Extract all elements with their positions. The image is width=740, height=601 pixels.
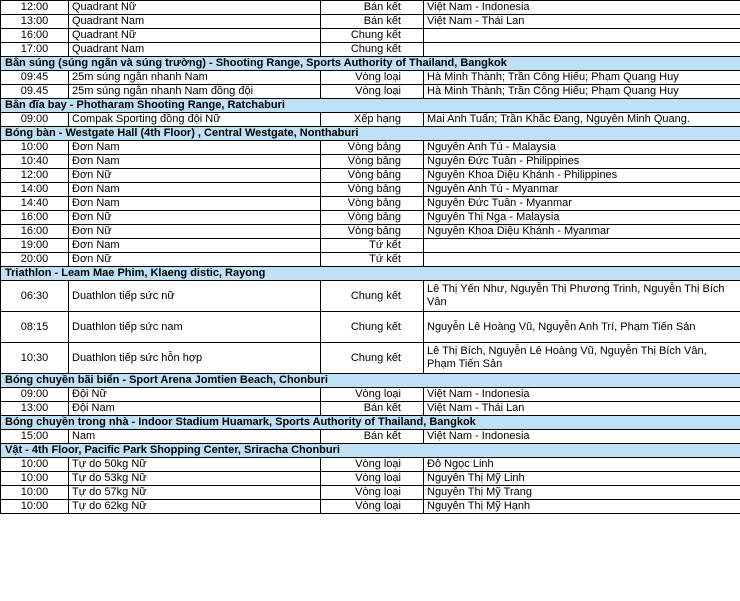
round-cell: Vòng bảng (321, 141, 424, 155)
event-cell: Quadrant Nam (69, 15, 321, 29)
time-cell: 06:30 (1, 281, 69, 312)
venue-title: Bóng chuyền bãi biển - Sport Arena Jomtien Beach, Chonburi (1, 374, 740, 388)
athletes-cell (424, 43, 740, 57)
event-cell: Tự do 50kg Nữ (69, 458, 321, 472)
event-cell: Duathlon tiếp sức nữ (69, 281, 321, 312)
athletes-cell: Lê Thị Bích, Nguyễn Lê Hoàng Vũ, Nguyễn Thị Bích Vân, Phạm Tiến Sản (424, 343, 740, 374)
venue-header-row (1, 57, 740, 71)
schedule-row (1, 472, 740, 486)
event-cell: Đội Nữ (69, 388, 321, 402)
athletes-cell: Nguyễn Đức Tuân - Philippines (424, 155, 740, 169)
time-cell: 12:00 (1, 169, 69, 183)
venue-title: Bóng chuyền trong nhà - Indoor Stadium Huamark, Sports Authority of Thailand, Bangkok (1, 416, 740, 430)
time-cell: 12:00 (1, 1, 69, 15)
time-cell: 09:45 (1, 71, 69, 85)
round-cell: Vòng loại (321, 388, 424, 402)
schedule-row (1, 388, 740, 402)
round-cell: Bán kết (321, 430, 424, 444)
time-cell: 09.45 (1, 85, 69, 99)
venue-title: Triathlon - Leam Mae Phim, Klaeng distic, Rayong (1, 267, 740, 281)
athletes-cell: Hà Minh Thành; Trần Công Hiếu; Phạm Quang Huy (424, 85, 740, 99)
time-cell: 10:00 (1, 458, 69, 472)
athletes-cell: Việt Nam - Indonesia (424, 1, 740, 15)
schedule-row (1, 141, 740, 155)
time-cell: 10:00 (1, 472, 69, 486)
time-cell: 10:00 (1, 500, 69, 514)
time-cell: 10:40 (1, 155, 69, 169)
schedule-row (1, 43, 740, 57)
round-cell: Tứ kết (321, 253, 424, 267)
athletes-cell: Nguyễn Anh Tú - Malaysia (424, 141, 740, 155)
event-cell: Đơn Nam (69, 183, 321, 197)
round-cell: Vòng loại (321, 486, 424, 500)
time-cell: 19:00 (1, 239, 69, 253)
time-cell: 09:00 (1, 113, 69, 127)
time-cell: 14:00 (1, 183, 69, 197)
round-cell: Vòng loại (321, 71, 424, 85)
athletes-cell: Nguyễn Khoa Diệu Khánh - Myanmar (424, 225, 740, 239)
schedule-row (1, 458, 740, 472)
time-cell: 09:00 (1, 388, 69, 402)
round-cell: Chung kết (321, 43, 424, 57)
venue-title: Vật - 4th Floor, Pacific Park Shopping Center, Sriracha Chonburi (1, 444, 740, 458)
round-cell: Vòng loại (321, 458, 424, 472)
schedule-row (1, 197, 740, 211)
schedule-row (1, 211, 740, 225)
venue-header-row (1, 267, 740, 281)
venue-title: Bắn súng (súng ngắn và súng trường) - Shooting Range, Sports Authority of Thailand, Bangkok (1, 57, 740, 71)
schedule-row (1, 486, 740, 500)
athletes-cell: Hà Minh Thành; Trần Công Hiếu; Phạm Quang Huy (424, 71, 740, 85)
round-cell: Vòng loại (321, 472, 424, 486)
athletes-cell: Nguyễn Đức Tuân - Myanmar (424, 197, 740, 211)
athletes-cell: Việt Nam - Thái Lan (424, 402, 740, 416)
athletes-cell: Nguyễn Khoa Diệu Khánh - Philippines (424, 169, 740, 183)
venue-header-row (1, 99, 740, 113)
schedule-row (1, 1, 740, 15)
athletes-cell (424, 29, 740, 43)
athletes-cell: Nguyễn Lê Hoàng Vũ, Nguyễn Anh Trí, Phạm Tiến Sản (424, 312, 740, 343)
round-cell: Vòng loại (321, 500, 424, 514)
time-cell: 15:00 (1, 430, 69, 444)
athletes-cell: Nguyễn Thị Mỹ Linh (424, 472, 740, 486)
event-cell: Tự do 57kg Nữ (69, 486, 321, 500)
athletes-cell: Nguyễn Thị Mỹ Hạnh (424, 500, 740, 514)
event-cell: Nam (69, 430, 321, 444)
event-cell: Đơn Nữ (69, 253, 321, 267)
event-cell: Đơn Nam (69, 239, 321, 253)
event-cell: Quadrant Nam (69, 43, 321, 57)
schedule-row (1, 29, 740, 43)
venue-title: Bắn đĩa bay - Photharam Shooting Range, Ratchaburi (1, 99, 740, 113)
schedule-row (1, 85, 740, 99)
round-cell: Bán kết (321, 402, 424, 416)
schedule-row (1, 15, 740, 29)
round-cell: Vòng bảng (321, 225, 424, 239)
round-cell: Vòng bảng (321, 169, 424, 183)
round-cell: Bán kết (321, 15, 424, 29)
time-cell: 16:00 (1, 225, 69, 239)
schedule-row (1, 155, 740, 169)
round-cell: Bán kết (321, 1, 424, 15)
athletes-cell: Nguyễn Thị Nga - Malaysia (424, 211, 740, 225)
event-cell: Quadrant Nữ (69, 1, 321, 15)
time-cell: 10:00 (1, 141, 69, 155)
round-cell: Tứ kết (321, 239, 424, 253)
round-cell: Chung kết (321, 312, 424, 343)
event-cell: Duathlon tiếp sức nam (69, 312, 321, 343)
venue-header-row (1, 127, 740, 141)
event-cell: Compak Sporting đồng đội Nữ (69, 113, 321, 127)
time-cell: 20:00 (1, 253, 69, 267)
schedule-row (1, 225, 740, 239)
schedule-row (1, 169, 740, 183)
schedule-row (1, 312, 740, 343)
event-cell: Đơn Nam (69, 141, 321, 155)
event-cell: Đơn Nữ (69, 211, 321, 225)
athletes-cell: Nguyễn Anh Tú - Myanmar (424, 183, 740, 197)
round-cell: Xếp hạng (321, 113, 424, 127)
round-cell: Vòng bảng (321, 155, 424, 169)
event-cell: Đơn Nữ (69, 225, 321, 239)
time-cell: 10:30 (1, 343, 69, 374)
schedule-body (1, 1, 740, 514)
schedule-row (1, 500, 740, 514)
schedule-row (1, 71, 740, 85)
venue-header-row (1, 444, 740, 458)
event-cell: Đơn Nữ (69, 169, 321, 183)
schedule-row (1, 239, 740, 253)
schedule-row (1, 253, 740, 267)
time-cell: 16:00 (1, 211, 69, 225)
schedule-row (1, 343, 740, 374)
time-cell: 08:15 (1, 312, 69, 343)
athletes-cell (424, 239, 740, 253)
athletes-cell (424, 253, 740, 267)
venue-header-row (1, 374, 740, 388)
athletes-cell: Việt Nam - Indonesia (424, 430, 740, 444)
time-cell: 13:00 (1, 15, 69, 29)
event-cell: Tự do 53kg Nữ (69, 472, 321, 486)
time-cell: 10:00 (1, 486, 69, 500)
athletes-cell: Lê Thị Yến Như, Nguyễn Thị Phương Trinh, Nguyễn Thị Bích Vân (424, 281, 740, 312)
athletes-cell: Đỗ Ngọc Linh (424, 458, 740, 472)
round-cell: Chung kết (321, 29, 424, 43)
athletes-cell: Mai Anh Tuấn; Trần Khắc Đang, Nguyễn Minh Quang. (424, 113, 740, 127)
round-cell: Chung kết (321, 281, 424, 312)
time-cell: 14:40 (1, 197, 69, 211)
venue-header-row (1, 416, 740, 430)
athletes-cell: Nguyễn Thị Mỹ Trang (424, 486, 740, 500)
time-cell: 17:00 (1, 43, 69, 57)
venue-title: Bóng bàn - Westgate Hall (4th Floor) , Central Westgate, Nonthaburi (1, 127, 740, 141)
athletes-cell: Việt Nam - Thái Lan (424, 15, 740, 29)
event-cell: 25m súng ngắn nhanh Nam (69, 71, 321, 85)
event-cell: Duathlon tiếp sức hỗn hợp (69, 343, 321, 374)
event-cell: Quadrant Nữ (69, 29, 321, 43)
schedule-row (1, 183, 740, 197)
athletes-cell: Việt Nam - Indonesia (424, 388, 740, 402)
schedule-row (1, 430, 740, 444)
event-cell: Tự do 62kg Nữ (69, 500, 321, 514)
time-cell: 16:00 (1, 29, 69, 43)
event-cell: Đơn Nam (69, 197, 321, 211)
event-cell: Đội Nam (69, 402, 321, 416)
schedule-row (1, 402, 740, 416)
round-cell: Vòng bảng (321, 183, 424, 197)
time-cell: 13:00 (1, 402, 69, 416)
round-cell: Chung kết (321, 343, 424, 374)
schedule-row (1, 281, 740, 312)
event-cell: 25m súng ngắn nhanh Nam đồng đội (69, 85, 321, 99)
round-cell: Vòng bảng (321, 211, 424, 225)
round-cell: Vòng loại (321, 85, 424, 99)
event-cell: Đơn Nam (69, 155, 321, 169)
round-cell: Vòng bảng (321, 197, 424, 211)
schedule-row (1, 113, 740, 127)
